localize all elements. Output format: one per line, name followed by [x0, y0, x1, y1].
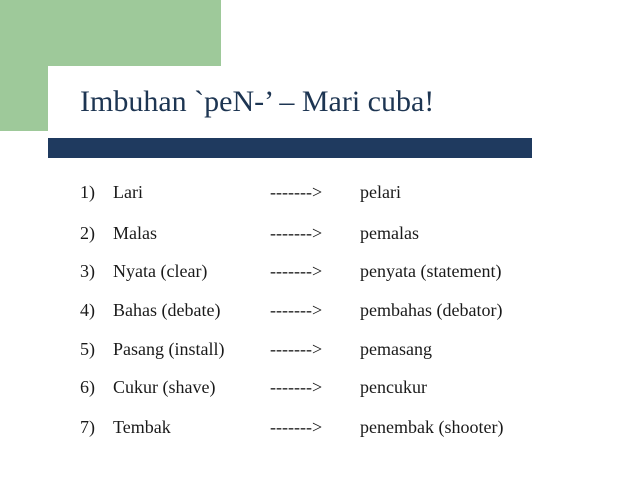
- list-item: [0, 218, 638, 248]
- arrow: ------->: [270, 339, 323, 359]
- arrow: ------->: [270, 182, 323, 202]
- derived-word: pembahas (debator): [360, 300, 503, 320]
- slide-title: Imbuhan `peN-’ – Mari cuba!: [80, 85, 435, 118]
- derived-word: penembak (shooter): [360, 417, 504, 437]
- root-word: Tembak: [113, 417, 171, 437]
- list-item: [0, 295, 638, 325]
- item-number: 5): [80, 339, 95, 359]
- list-item: [0, 372, 638, 402]
- title-underline-bar: [48, 138, 532, 158]
- derived-word: pemasang: [360, 339, 432, 359]
- root-word: Nyata (clear): [113, 261, 208, 281]
- root-word: Pasang (install): [113, 339, 225, 359]
- arrow: ------->: [270, 300, 323, 320]
- derived-word: pelari: [360, 182, 401, 202]
- root-word: Cukur (shave): [113, 377, 216, 397]
- derived-word: penyata (statement): [360, 261, 502, 281]
- list-item: [0, 256, 638, 286]
- item-number: 6): [80, 377, 95, 397]
- derived-word: pencukur: [360, 377, 427, 397]
- arrow: ------->: [270, 223, 323, 243]
- root-word: Lari: [113, 182, 143, 202]
- list-item: [0, 334, 638, 364]
- item-number: 1): [80, 182, 95, 202]
- item-number: 3): [80, 261, 95, 281]
- arrow: ------->: [270, 261, 323, 281]
- derived-word: pemalas: [360, 223, 419, 243]
- root-word: Malas: [113, 223, 157, 243]
- item-number: 7): [80, 417, 95, 437]
- item-number: 2): [80, 223, 95, 243]
- arrow: ------->: [270, 417, 323, 437]
- list-item: [0, 412, 638, 442]
- root-word: Bahas (debate): [113, 300, 221, 320]
- arrow: ------->: [270, 377, 323, 397]
- item-number: 4): [80, 300, 95, 320]
- list-item: [0, 177, 638, 207]
